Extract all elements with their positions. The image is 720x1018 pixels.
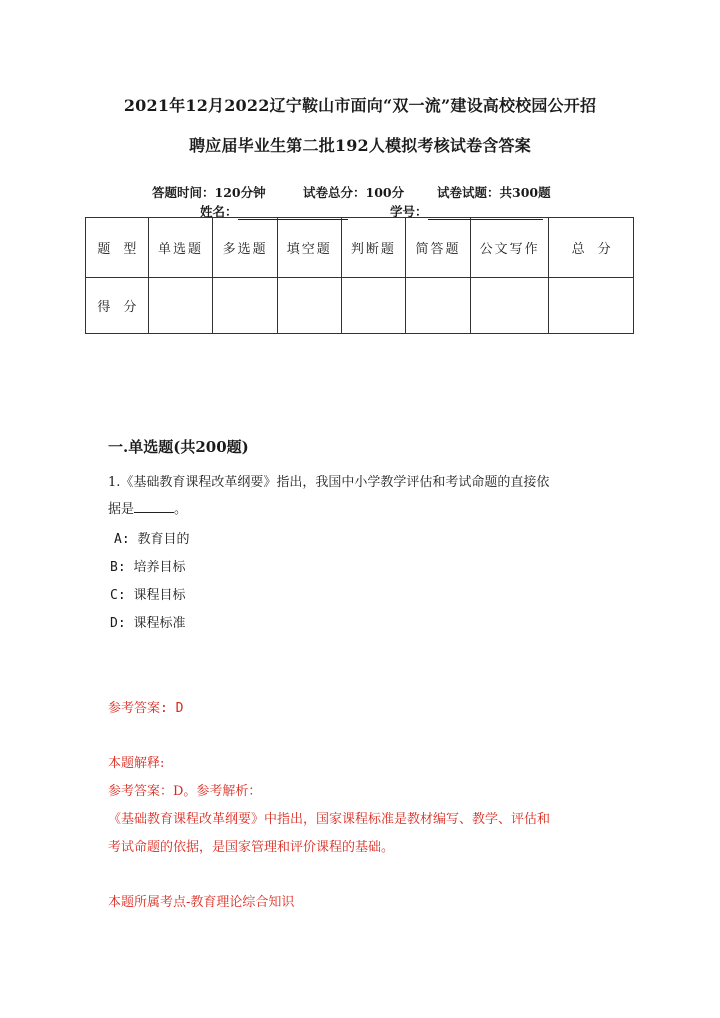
score-cell[interactable]: [148, 278, 213, 334]
option-b[interactable]: B: 培养目标: [110, 560, 186, 575]
score-table-header-row: [86, 218, 634, 278]
score-cell[interactable]: [549, 278, 634, 334]
score-table-score-row: [86, 278, 634, 334]
topic-tag: 本题所属考点-教育理论综合知识: [108, 895, 295, 910]
answer-blank: [134, 500, 174, 513]
question-text-line-1: 1.《基础教育课程改革纲要》指出，我国中小学教学评估和考试命题的直接依: [108, 475, 550, 490]
document-title-line-2: 聘应届毕业生第二批192人模拟考核试卷含答案: [189, 136, 531, 155]
header-cell: 简答题: [406, 218, 471, 278]
option-d[interactable]: D: 课程标准: [110, 616, 186, 631]
question-line-2-prefix: 据是: [108, 502, 135, 517]
score-cell[interactable]: [213, 278, 278, 334]
exam-question-count: 试卷试题：共300题: [437, 185, 551, 200]
header-cell: 填空题: [277, 218, 341, 278]
analysis-line-2: 考试命题的依据，是国家管理和评价课程的基础。: [108, 840, 395, 855]
score-table: [85, 217, 634, 334]
header-cell: 多选题: [213, 218, 278, 278]
score-cell[interactable]: [277, 278, 341, 334]
header-cell: 单选题: [148, 218, 213, 278]
score-cell[interactable]: [470, 278, 549, 334]
option-c[interactable]: C: 课程目标: [110, 588, 186, 603]
option-a[interactable]: A: 教育目的: [114, 532, 190, 547]
analysis-line-1: 《基础教育课程改革纲要》中指出，国家课程标准是教材编写、教学、评估和: [108, 812, 551, 827]
question-line-2-suffix: 。: [174, 502, 188, 517]
student-id-label: 学号：: [390, 204, 428, 219]
explanation-label: 本题解释:: [108, 756, 165, 771]
header-cell: 判断题: [341, 218, 406, 278]
header-cell: 总 分: [549, 218, 634, 278]
document-title-line-1: 2021年12月2022辽宁鞍山市面向“双一流”建设高校校园公开招: [123, 96, 597, 115]
section-heading: 一.单选题(共200题): [108, 438, 249, 456]
score-cell[interactable]: [341, 278, 406, 334]
reference-answer: 参考答案: D: [108, 701, 184, 716]
exam-total-score: 试卷总分：100分: [303, 185, 405, 200]
exam-time: 答题时间：120分钟: [152, 185, 266, 200]
name-label: 姓名：: [200, 204, 238, 219]
score-cell[interactable]: [406, 278, 471, 334]
score-row-label: 得 分: [86, 278, 149, 334]
reference-answer-detail: 参考答案：D。参考解析：: [108, 784, 262, 799]
question-text-line-2: [108, 498, 187, 517]
header-cell: 公文写作: [470, 218, 549, 278]
header-cell: 题 型: [86, 218, 149, 278]
